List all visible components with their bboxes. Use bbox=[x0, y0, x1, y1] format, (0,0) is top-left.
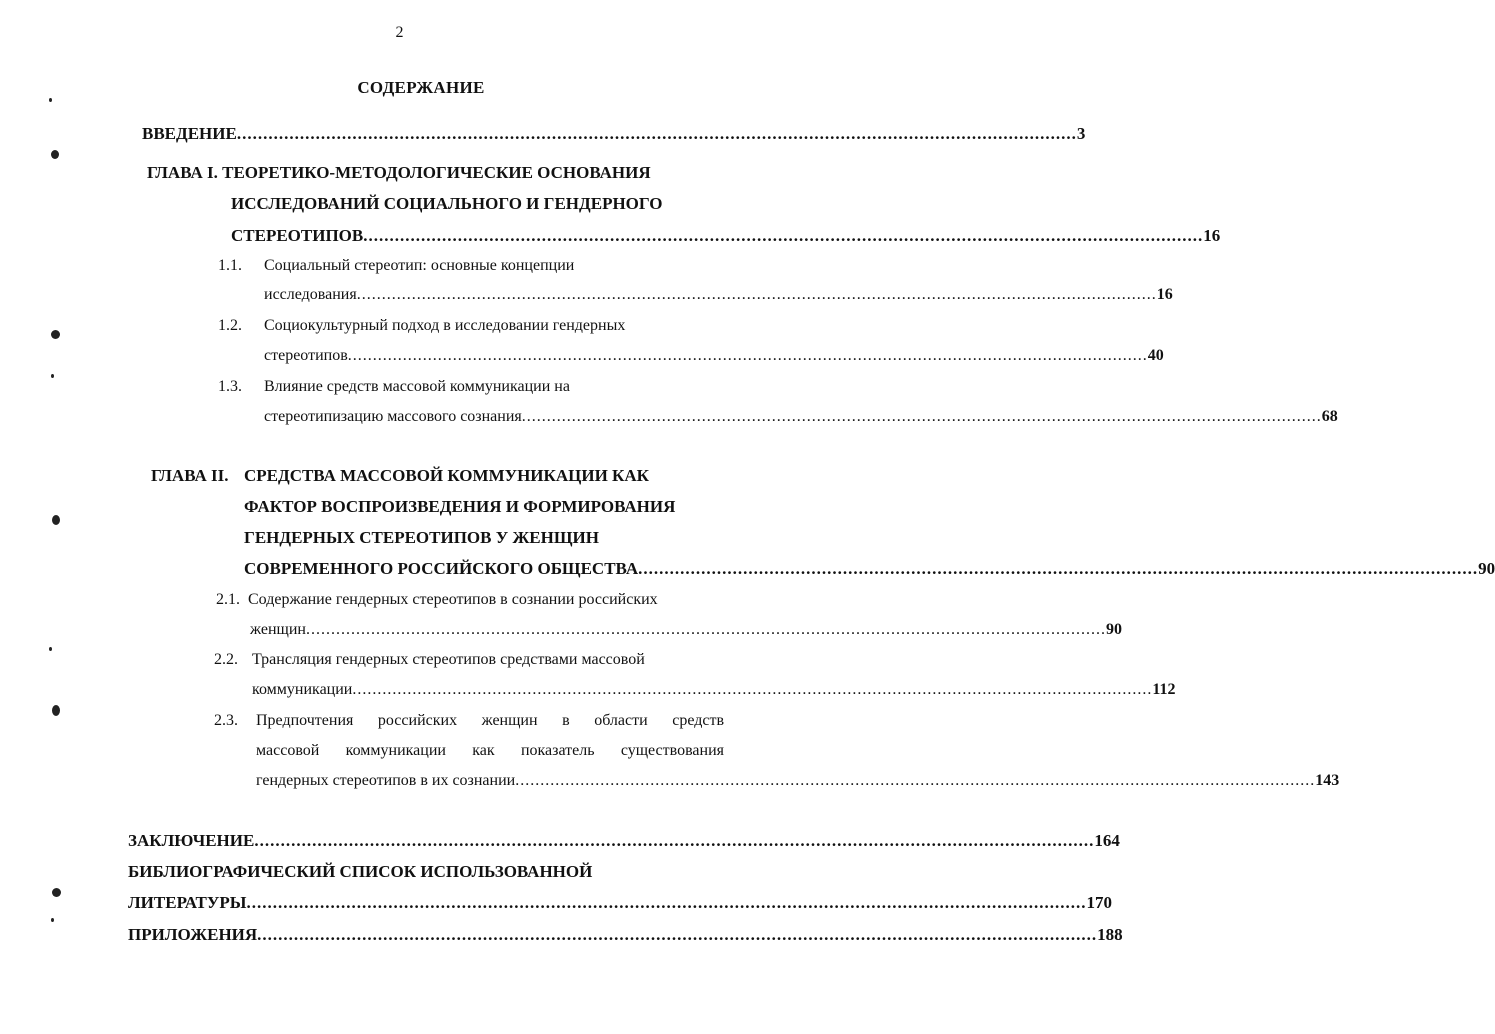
toc-entry-label: ЗАКЛЮЧЕНИЕ bbox=[128, 831, 255, 850]
toc-page-number: 68 bbox=[1321, 408, 1338, 425]
toc-entry-bibliography[interactable] bbox=[128, 893, 1112, 913]
section-title-line1[interactable]: Влияние средств массовой коммуникации на bbox=[264, 378, 570, 395]
scan-speck bbox=[51, 374, 54, 378]
scan-speck bbox=[52, 515, 60, 525]
page-title: СОДЕРЖАНИЕ bbox=[357, 78, 485, 97]
toc-entry-label: исследования bbox=[264, 286, 357, 303]
toc-entry-conclusion[interactable] bbox=[128, 831, 1120, 851]
toc-page-number: 188 bbox=[1097, 925, 1123, 944]
leader-dots: ................................................................................................................................................................ bbox=[356, 286, 1157, 303]
scan-speck bbox=[51, 918, 54, 922]
section-title-line1[interactable]: Предпочтения российских женщин в области средств bbox=[256, 712, 724, 729]
chapter2-label: ГЛАВА II. bbox=[151, 466, 229, 485]
toc-entry-label: коммуникации bbox=[252, 681, 353, 698]
leader-dots: ................................................................................................................................................................ bbox=[521, 408, 1322, 425]
toc-entry-label: стереотипов bbox=[264, 347, 348, 364]
bibliography-heading-line1[interactable]: БИБЛИОГРАФИЧЕСКИЙ СПИСОК ИСПОЛЬЗОВАННОЙ bbox=[128, 862, 593, 881]
chapter1-heading-line2: ИССЛЕДОВАНИЙ СОЦИАЛЬНОГО И ГЕНДЕРНОГО bbox=[231, 194, 663, 213]
leader-dots: ................................................................................................................................................................ bbox=[515, 772, 1316, 789]
toc-entry-label: гендерных стереотипов в их сознании bbox=[256, 772, 516, 789]
section-title-line1[interactable]: Социальный стереотип: основные концепции bbox=[264, 257, 575, 274]
toc-entry-section-2-2[interactable] bbox=[252, 681, 1176, 699]
toc-page-number: 40 bbox=[1147, 347, 1164, 364]
scan-speck bbox=[52, 705, 60, 716]
section-number: 2.3. bbox=[214, 712, 238, 729]
toc-entry-label: СОВРЕМЕННОГО РОССИЙСКОГО ОБЩЕСТВА bbox=[244, 559, 639, 578]
chapter1-heading-line1[interactable]: ГЛАВА I. ТЕОРЕТИКО-МЕТОДОЛОГИЧЕСКИЕ ОСНОВАНИЯ bbox=[147, 163, 651, 182]
toc-entry-label: ПРИЛОЖЕНИЯ bbox=[128, 925, 258, 944]
section-number: 1.2. bbox=[218, 317, 242, 334]
toc-entry-section-2-1[interactable] bbox=[250, 621, 1122, 639]
section-number: 1.3. bbox=[218, 378, 242, 395]
toc-entry-appendix[interactable] bbox=[128, 925, 1123, 945]
leader-dots: ................................................................................................................................................................ bbox=[638, 559, 1479, 578]
scan-speck bbox=[52, 888, 61, 897]
toc-entry-label: ЛИТЕРАТУРЫ bbox=[128, 893, 247, 912]
section-number: 2.1. bbox=[216, 591, 240, 608]
toc-page-number: 112 bbox=[1152, 681, 1176, 698]
leader-dots: ................................................................................................................................................................ bbox=[305, 621, 1106, 638]
toc-page-number: 170 bbox=[1086, 893, 1112, 912]
toc-page-number: 143 bbox=[1315, 772, 1340, 789]
toc-entry-chapter2[interactable] bbox=[244, 559, 1495, 579]
toc-entry-section-1-3[interactable] bbox=[264, 408, 1338, 426]
toc-page-number: 90 bbox=[1478, 559, 1495, 578]
leader-dots: ................................................................................................................................................................ bbox=[246, 893, 1087, 912]
toc-entry-section-1-2[interactable] bbox=[264, 347, 1164, 365]
leader-dots: ................................................................................................................................................................ bbox=[352, 681, 1153, 698]
section-title-line2: массовой коммуникации как показатель существования bbox=[256, 742, 724, 759]
scan-speck bbox=[49, 98, 52, 102]
toc-page-number: 90 bbox=[1105, 621, 1122, 638]
section-number: 1.1. bbox=[218, 257, 242, 274]
section-title-line1[interactable]: Содержание гендерных стереотипов в сознании российских bbox=[248, 591, 658, 608]
leader-dots: ................................................................................................................................................................ bbox=[254, 831, 1095, 850]
scan-speck bbox=[51, 330, 60, 339]
toc-page-number: 3 bbox=[1076, 124, 1086, 143]
scan-speck bbox=[49, 647, 52, 651]
chapter2-heading-line3: ГЕНДЕРНЫХ СТЕРЕОТИПОВ У ЖЕНЩИН bbox=[244, 528, 599, 547]
toc-entry-label: СТЕРЕОТИПОВ bbox=[231, 226, 364, 245]
chapter2-heading-line1[interactable]: СРЕДСТВА МАССОВОЙ КОММУНИКАЦИИ КАК bbox=[244, 466, 649, 485]
section-number: 2.2. bbox=[214, 651, 238, 668]
toc-page-number: 16 bbox=[1203, 226, 1221, 245]
toc-page-number: 16 bbox=[1156, 286, 1173, 303]
toc-entry-intro[interactable] bbox=[142, 124, 1086, 144]
toc-entry-label: ВВЕДЕНИЕ bbox=[142, 124, 237, 143]
page-number: 2 bbox=[395, 24, 404, 41]
leader-dots: ................................................................................................................................................................ bbox=[347, 347, 1148, 364]
chapter2-heading-line2: ФАКТОР ВОСПРОИЗВЕДЕНИЯ И ФОРМИРОВАНИЯ bbox=[244, 497, 676, 516]
toc-page-number: 164 bbox=[1094, 831, 1120, 850]
toc-entry-label: стереотипизацию массового сознания bbox=[264, 408, 522, 425]
section-title-line1[interactable]: Трансляция гендерных стереотипов средствами массовой bbox=[252, 651, 645, 668]
leader-dots: ................................................................................................................................................................ bbox=[236, 124, 1077, 143]
toc-entry-section-2-3[interactable] bbox=[256, 772, 1340, 790]
toc-entry-label: женщин bbox=[250, 621, 306, 638]
leader-dots: ................................................................................................................................................................ bbox=[363, 226, 1204, 245]
leader-dots: ................................................................................................................................................................ bbox=[257, 925, 1098, 944]
toc-entry-section-1-1[interactable] bbox=[264, 286, 1173, 304]
scan-speck bbox=[51, 150, 59, 159]
section-title-line1[interactable]: Социокультурный подход в исследовании гендерных bbox=[264, 317, 626, 334]
toc-entry-chapter1[interactable] bbox=[231, 226, 1221, 246]
